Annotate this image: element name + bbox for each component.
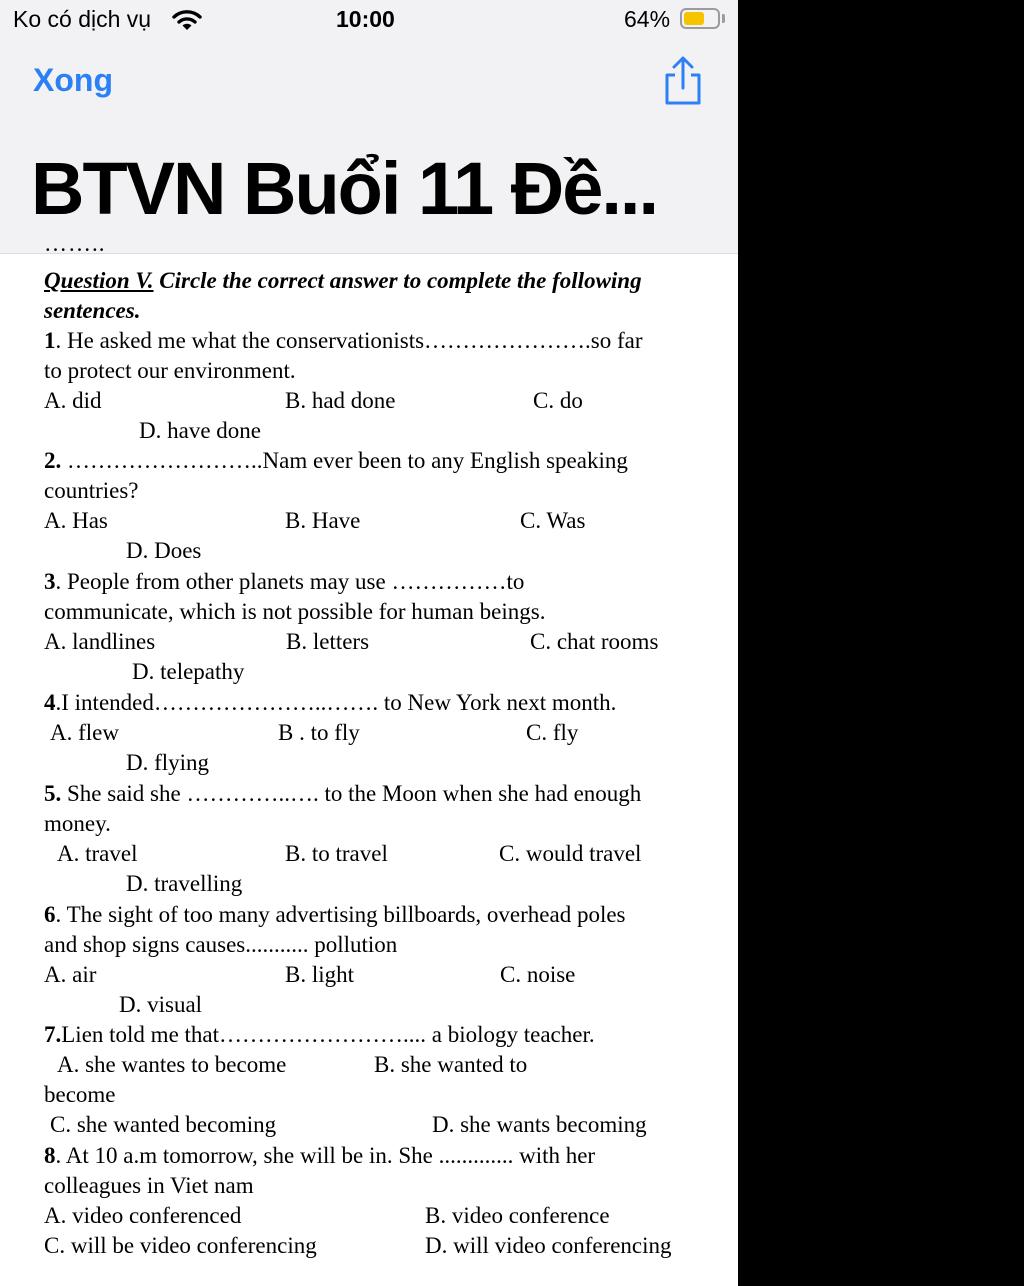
q4-option-a: A. flew — [50, 720, 119, 745]
q7-option-d: D. she wants becoming — [432, 1112, 647, 1137]
q1-text-1: . He asked me what the conservationists………………….so far — [55, 328, 643, 353]
q8-text-1: . At 10 a.m tomorrow, she will be in. She ............. with her — [55, 1143, 596, 1168]
q8-text-2: colleagues in Viet nam — [44, 1173, 254, 1198]
q7-text-1: Lien told me that…………………….... a biology teacher. — [61, 1022, 595, 1047]
q1-option-b: B. had done — [285, 388, 396, 413]
q8-option-b: B. video conference — [425, 1203, 610, 1228]
q7-option-a: A. she wantes to become — [57, 1052, 287, 1077]
q6-option-c: C. noise — [500, 962, 576, 987]
q4-option-b: B . to fly — [278, 720, 360, 745]
q1-option-d: D. have done — [139, 418, 261, 443]
question-heading: Question V. — [44, 268, 154, 293]
q5-option-d: D. travelling — [126, 871, 243, 896]
nav-header — [0, 0, 738, 254]
q5-text-1: She said she …………..…. to the Moon when she had enough — [61, 781, 642, 806]
battery-tip — [722, 14, 725, 23]
q8-text — [44, 1141, 595, 1171]
q3-option-c: C. chat rooms — [530, 629, 659, 654]
q8-option-a: A. video conferenced — [44, 1203, 242, 1228]
q1-text-2: to protect our environment. — [44, 358, 296, 383]
q6-text-2: and shop signs causes........... pollution — [44, 932, 398, 957]
q2-option-a: A. Has — [44, 508, 108, 533]
q6-option-d: D. visual — [119, 992, 203, 1017]
q1-option-a: A. did — [44, 388, 102, 413]
q5-number: 5. — [44, 781, 62, 806]
q8-number: 8 — [44, 1143, 56, 1168]
q2-text-1: ……………………..Nam ever been to any English speaking — [61, 448, 628, 473]
q3-text-1: . People from other planets may use ……………to — [55, 569, 525, 594]
q5-text-2: money. — [44, 811, 111, 836]
q3-option-d: D. telepathy — [132, 659, 245, 684]
carrier-label: Ko có dịch vụ — [13, 6, 152, 32]
q6-option-a: A. air — [44, 962, 97, 987]
q1-text — [44, 326, 643, 356]
question-instruction-cont: sentences. — [44, 298, 141, 323]
q8-option-d: D. will video conferencing — [425, 1233, 672, 1258]
q4-text — [44, 688, 616, 718]
q2-text — [44, 446, 628, 476]
q3-text — [44, 567, 524, 597]
q5-option-c: C. would travel — [499, 841, 642, 866]
q7-option-b-cont: become — [44, 1082, 116, 1107]
q7-text — [44, 1020, 595, 1050]
q4-text-1: .I intended…………………..……. to New York next month. — [55, 690, 617, 715]
q2-number: 2. — [44, 448, 62, 473]
q5-option-a: A. travel — [57, 841, 138, 866]
page-title: BTVN Buổi 11 Đề... — [31, 147, 658, 230]
q8-option-c: C. will be video conferencing — [44, 1233, 317, 1258]
question-instruction: Circle the correct answer to complete the following — [153, 268, 642, 293]
document-top-dots: …….. — [44, 231, 106, 256]
q6-option-b: B. light — [285, 962, 355, 987]
wifi-icon — [172, 9, 202, 31]
done-button[interactable]: Xong — [33, 62, 113, 98]
q1-option-c: C. do — [533, 388, 583, 413]
q6-number: 6 — [44, 902, 56, 927]
q2-option-c: C. Was — [520, 508, 586, 533]
share-icon[interactable] — [662, 56, 704, 106]
battery-percent: 64% — [624, 6, 671, 32]
q4-option-d: D. flying — [126, 750, 210, 775]
q3-text-2: communicate, which is not possible for human beings. — [44, 599, 546, 624]
clock: 10:00 — [336, 6, 395, 32]
q4-option-c: C. fly — [526, 720, 579, 745]
q3-number: 3 — [44, 569, 56, 594]
q3-option-a: A. landlines — [44, 629, 156, 654]
q7-option-c: C. she wanted becoming — [50, 1112, 277, 1137]
q2-option-b: B. Have — [285, 508, 361, 533]
q3-option-b: B. letters — [286, 629, 370, 654]
question-heading-line — [44, 266, 642, 296]
q7-option-b: B. she wanted to — [374, 1052, 528, 1077]
q5-text — [44, 779, 641, 809]
q6-text-1: . The sight of too many advertising billboards, overhead poles — [55, 902, 626, 927]
q7-number: 7. — [44, 1022, 62, 1047]
q1-number: 1 — [44, 328, 56, 353]
q4-number: 4 — [44, 690, 56, 715]
q2-option-d: D. Does — [126, 538, 202, 563]
q6-text — [44, 900, 626, 930]
q5-option-b: B. to travel — [285, 841, 388, 866]
q2-text-2: countries? — [44, 478, 139, 503]
battery-level — [684, 12, 704, 25]
